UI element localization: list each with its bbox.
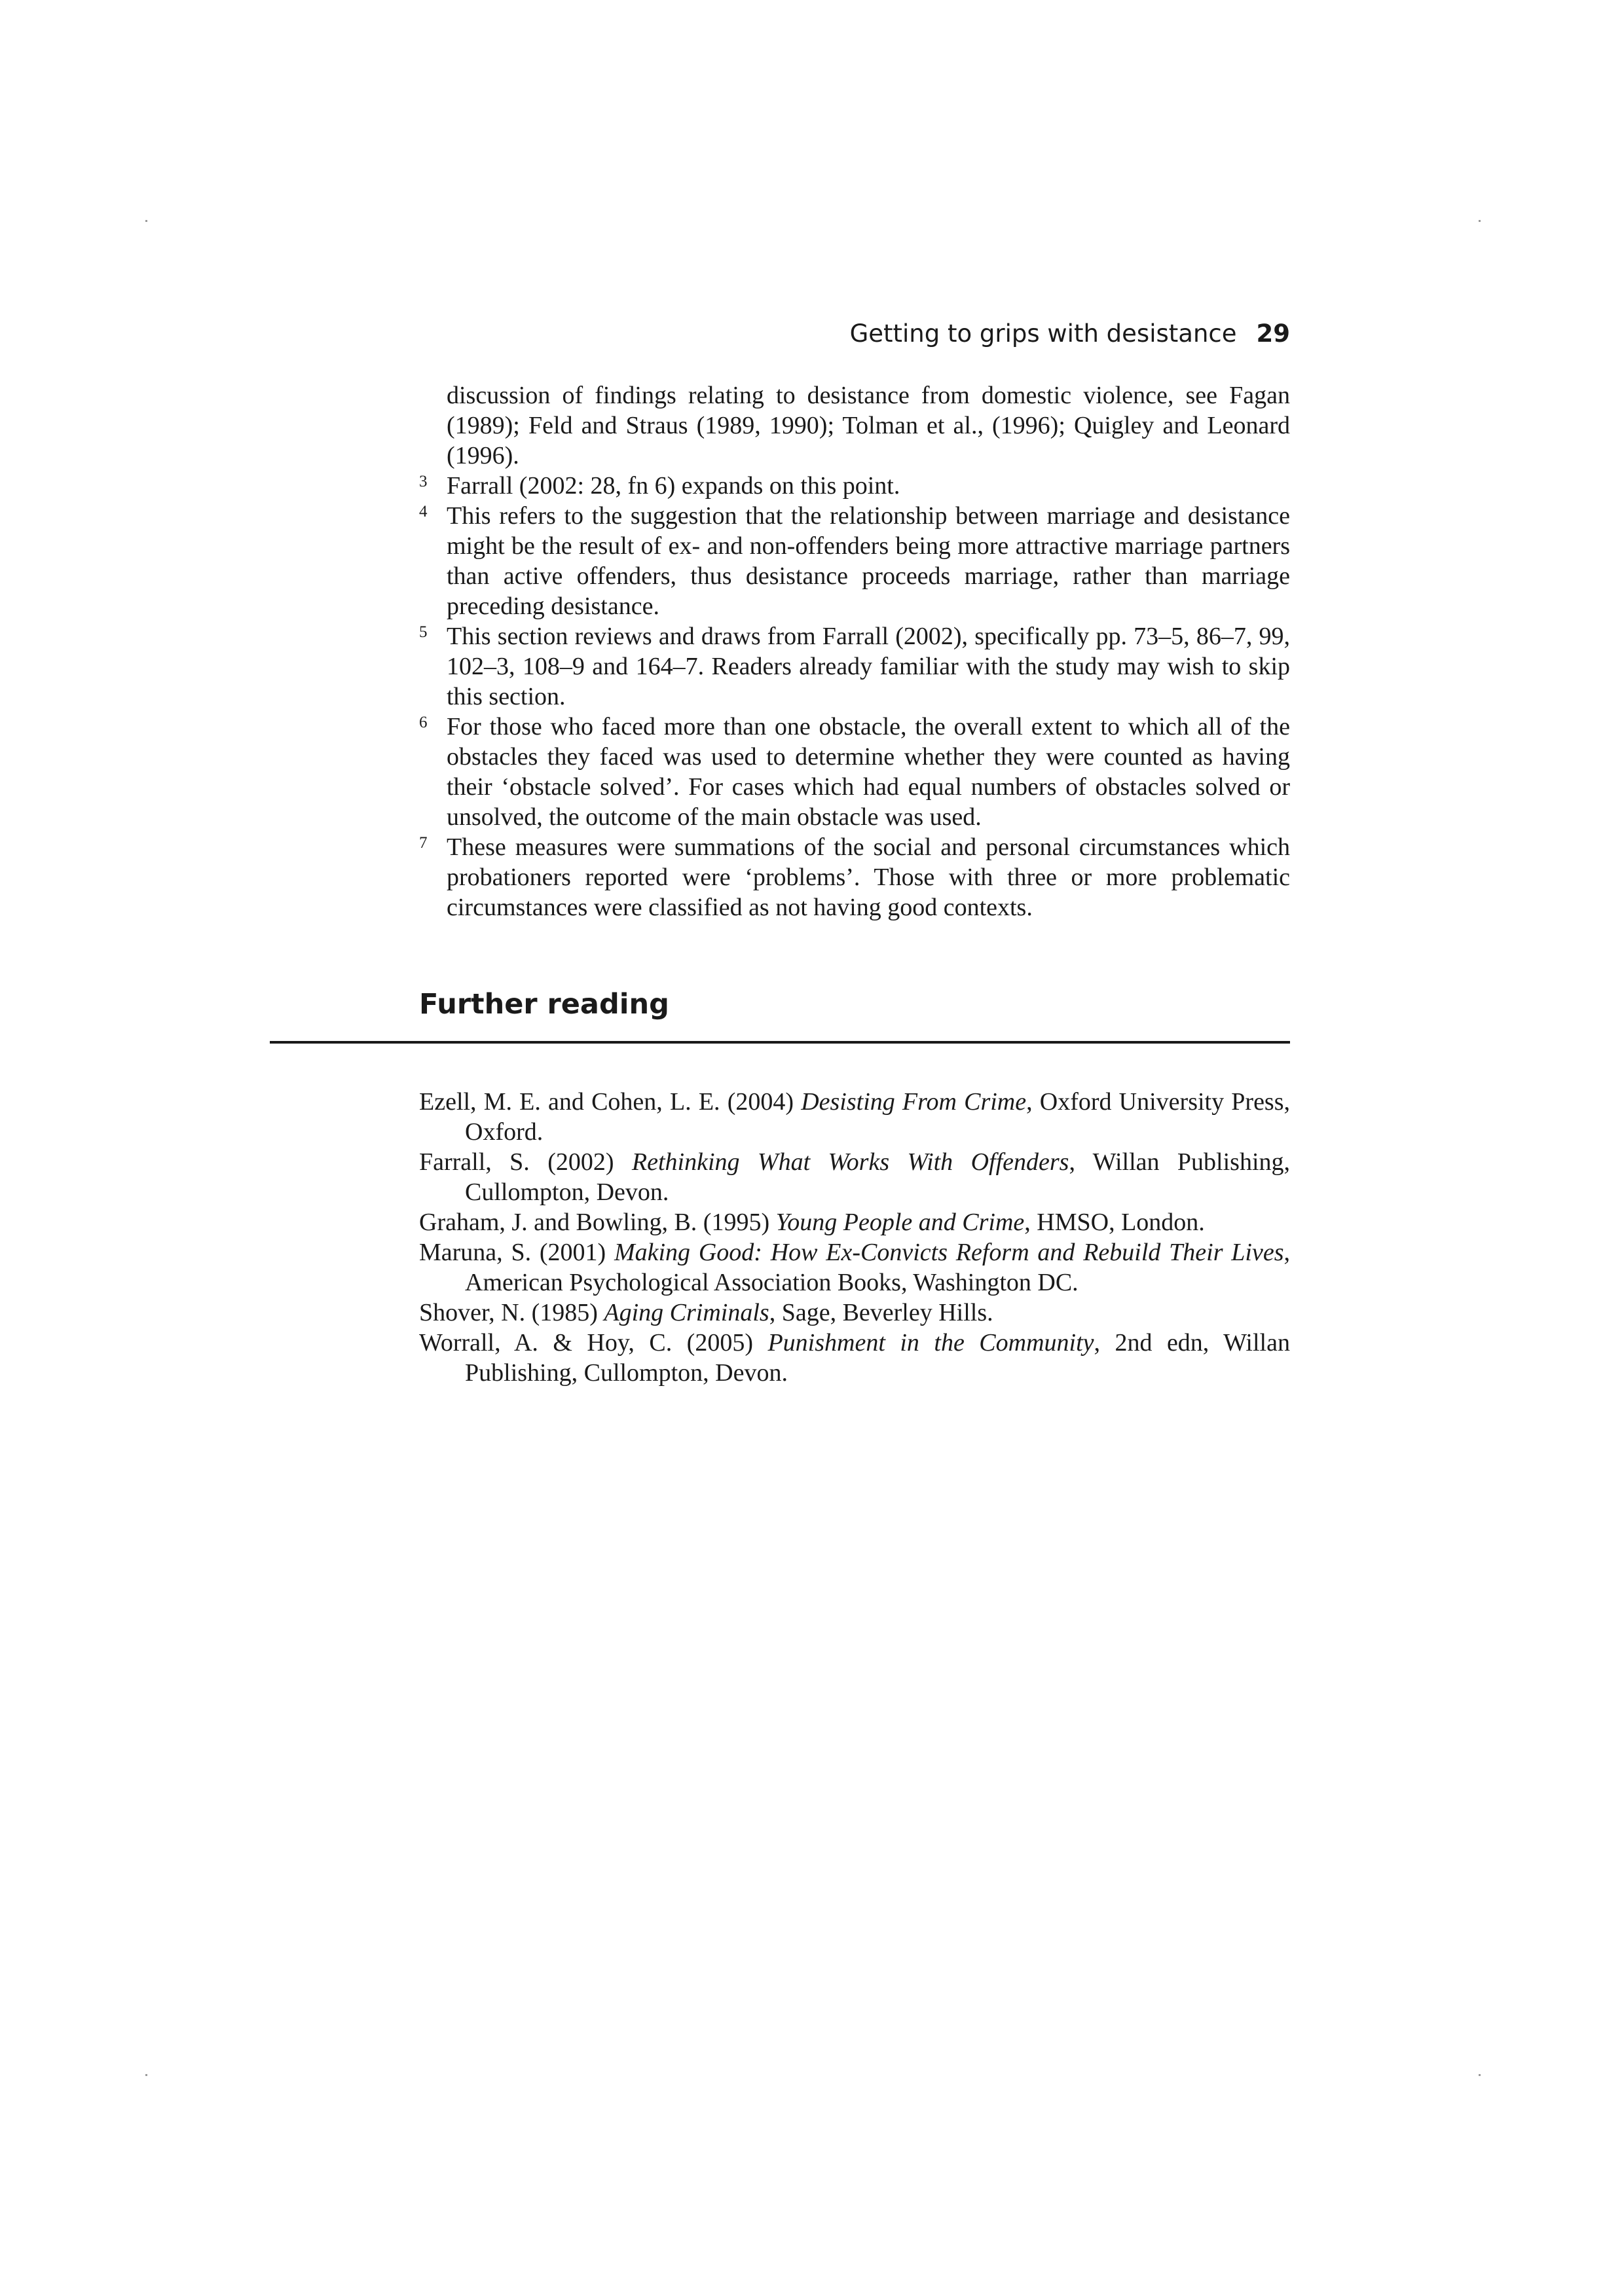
page-number: 29 [1256, 319, 1290, 348]
reference-authors: Farrall, S. (2002) [419, 1148, 632, 1176]
reference-details: , HMSO, London. [1024, 1209, 1205, 1236]
endnote-text: For those who faced more than one obstacle, the overall extent to which all of the obstacles they faced was used to determine whether they were counted as having their ‘obstacle solved’. For cases which had equal numbers of obstacles solved or unsolved, the outcome of the main obstacle was used. [447, 713, 1290, 831]
reference-title: Desisting From Crime [801, 1088, 1027, 1116]
reference-item [419, 1207, 1290, 1237]
reference-authors: Maruna, S. (2001) [419, 1239, 614, 1266]
endnote-3 [419, 471, 1290, 501]
endnote-number: 6 [419, 714, 428, 731]
endnote-text: This refers to the suggestion that the relationship between marriage and desistance might be the result of ex- and non-offenders being more attractive marriage partners than active offenders, thus desistance proceeds marriage, rather than marriage preceding desistance. [447, 502, 1290, 620]
crop-mark-bottom-right [1479, 2074, 1481, 2076]
reference-title: Young People and Crime [775, 1209, 1025, 1236]
endnote-4 [419, 501, 1290, 621]
reference-authors: Ezell, M. E. and Cohen, L. E. (2004) [419, 1088, 802, 1116]
reference-item [419, 1298, 1290, 1328]
reference-item [419, 1147, 1290, 1207]
section-heading-further-reading: Further reading [419, 988, 669, 1021]
reference-item [419, 1237, 1290, 1298]
running-head [419, 317, 1290, 351]
reference-details: , Sage, Beverley Hills. [769, 1299, 993, 1326]
endnote-number: 4 [419, 503, 428, 520]
reference-title: Rethinking What Works With Offenders [631, 1148, 1069, 1176]
endnote-number: 7 [419, 834, 428, 852]
endnote-text: This section reviews and draws from Farrall (2002), specifically pp. 73–5, 86–7, 99, 102–3, 108–9 and 164–7. Readers already familiar with the study may wish to skip this section. [447, 623, 1290, 710]
endnote-7 [419, 832, 1290, 922]
endnotes [419, 380, 1290, 922]
running-head-title: Getting to grips with desistance [849, 319, 1237, 348]
reference-details: , 2nd edn, Willan Publishing, Cullompton, Devon. [465, 1329, 1290, 1387]
endnote-number: 3 [419, 473, 428, 490]
reference-title: Aging Criminals [604, 1299, 769, 1326]
crop-mark-top-right [1479, 220, 1481, 222]
reference-title: Punishment in the Community [767, 1329, 1094, 1357]
crop-mark-bottom-left [145, 2074, 147, 2076]
reference-item [419, 1087, 1290, 1147]
reference-item [419, 1328, 1290, 1388]
crop-mark-top-left [145, 220, 147, 222]
endnote-5 [419, 621, 1290, 712]
endnote-text: These measures were summations of the social and personal circumstances which probationers reported were ‘problems’. Those with three or more problematic circumstances were classified as not having good contexts. [447, 833, 1290, 921]
reference-details: , Willan Publishing, Cullompton, Devon. [465, 1148, 1291, 1206]
further-reading-list [419, 1087, 1290, 1388]
reference-authors: Shover, N. (1985) [419, 1299, 604, 1326]
reference-details: , American Psychological Association Books, Washington DC. [465, 1239, 1291, 1296]
reference-title: Making Good: How Ex-Convicts Reform and Rebuild Their Lives [614, 1239, 1284, 1266]
endnote-text: discussion of findings relating to desistance from domestic violence, see Fagan (1989); Feld and Straus (1989, 1990); Tolman et al., (1996); Quigley and Leonard (1996). [447, 382, 1290, 469]
endnote-number: 5 [419, 623, 428, 641]
reference-details: , Oxford University Press, Oxford. [465, 1088, 1291, 1146]
section-rule [270, 1041, 1290, 1044]
endnote-text: Farrall (2002: 28, fn 6) expands on this point. [447, 472, 900, 500]
endnote-continued [447, 380, 1290, 471]
reference-authors: Graham, J. and Bowling, B. (1995) [419, 1209, 776, 1236]
reference-authors: Worrall, A. & Hoy, C. (2005) [419, 1329, 768, 1357]
endnote-6 [419, 712, 1290, 832]
